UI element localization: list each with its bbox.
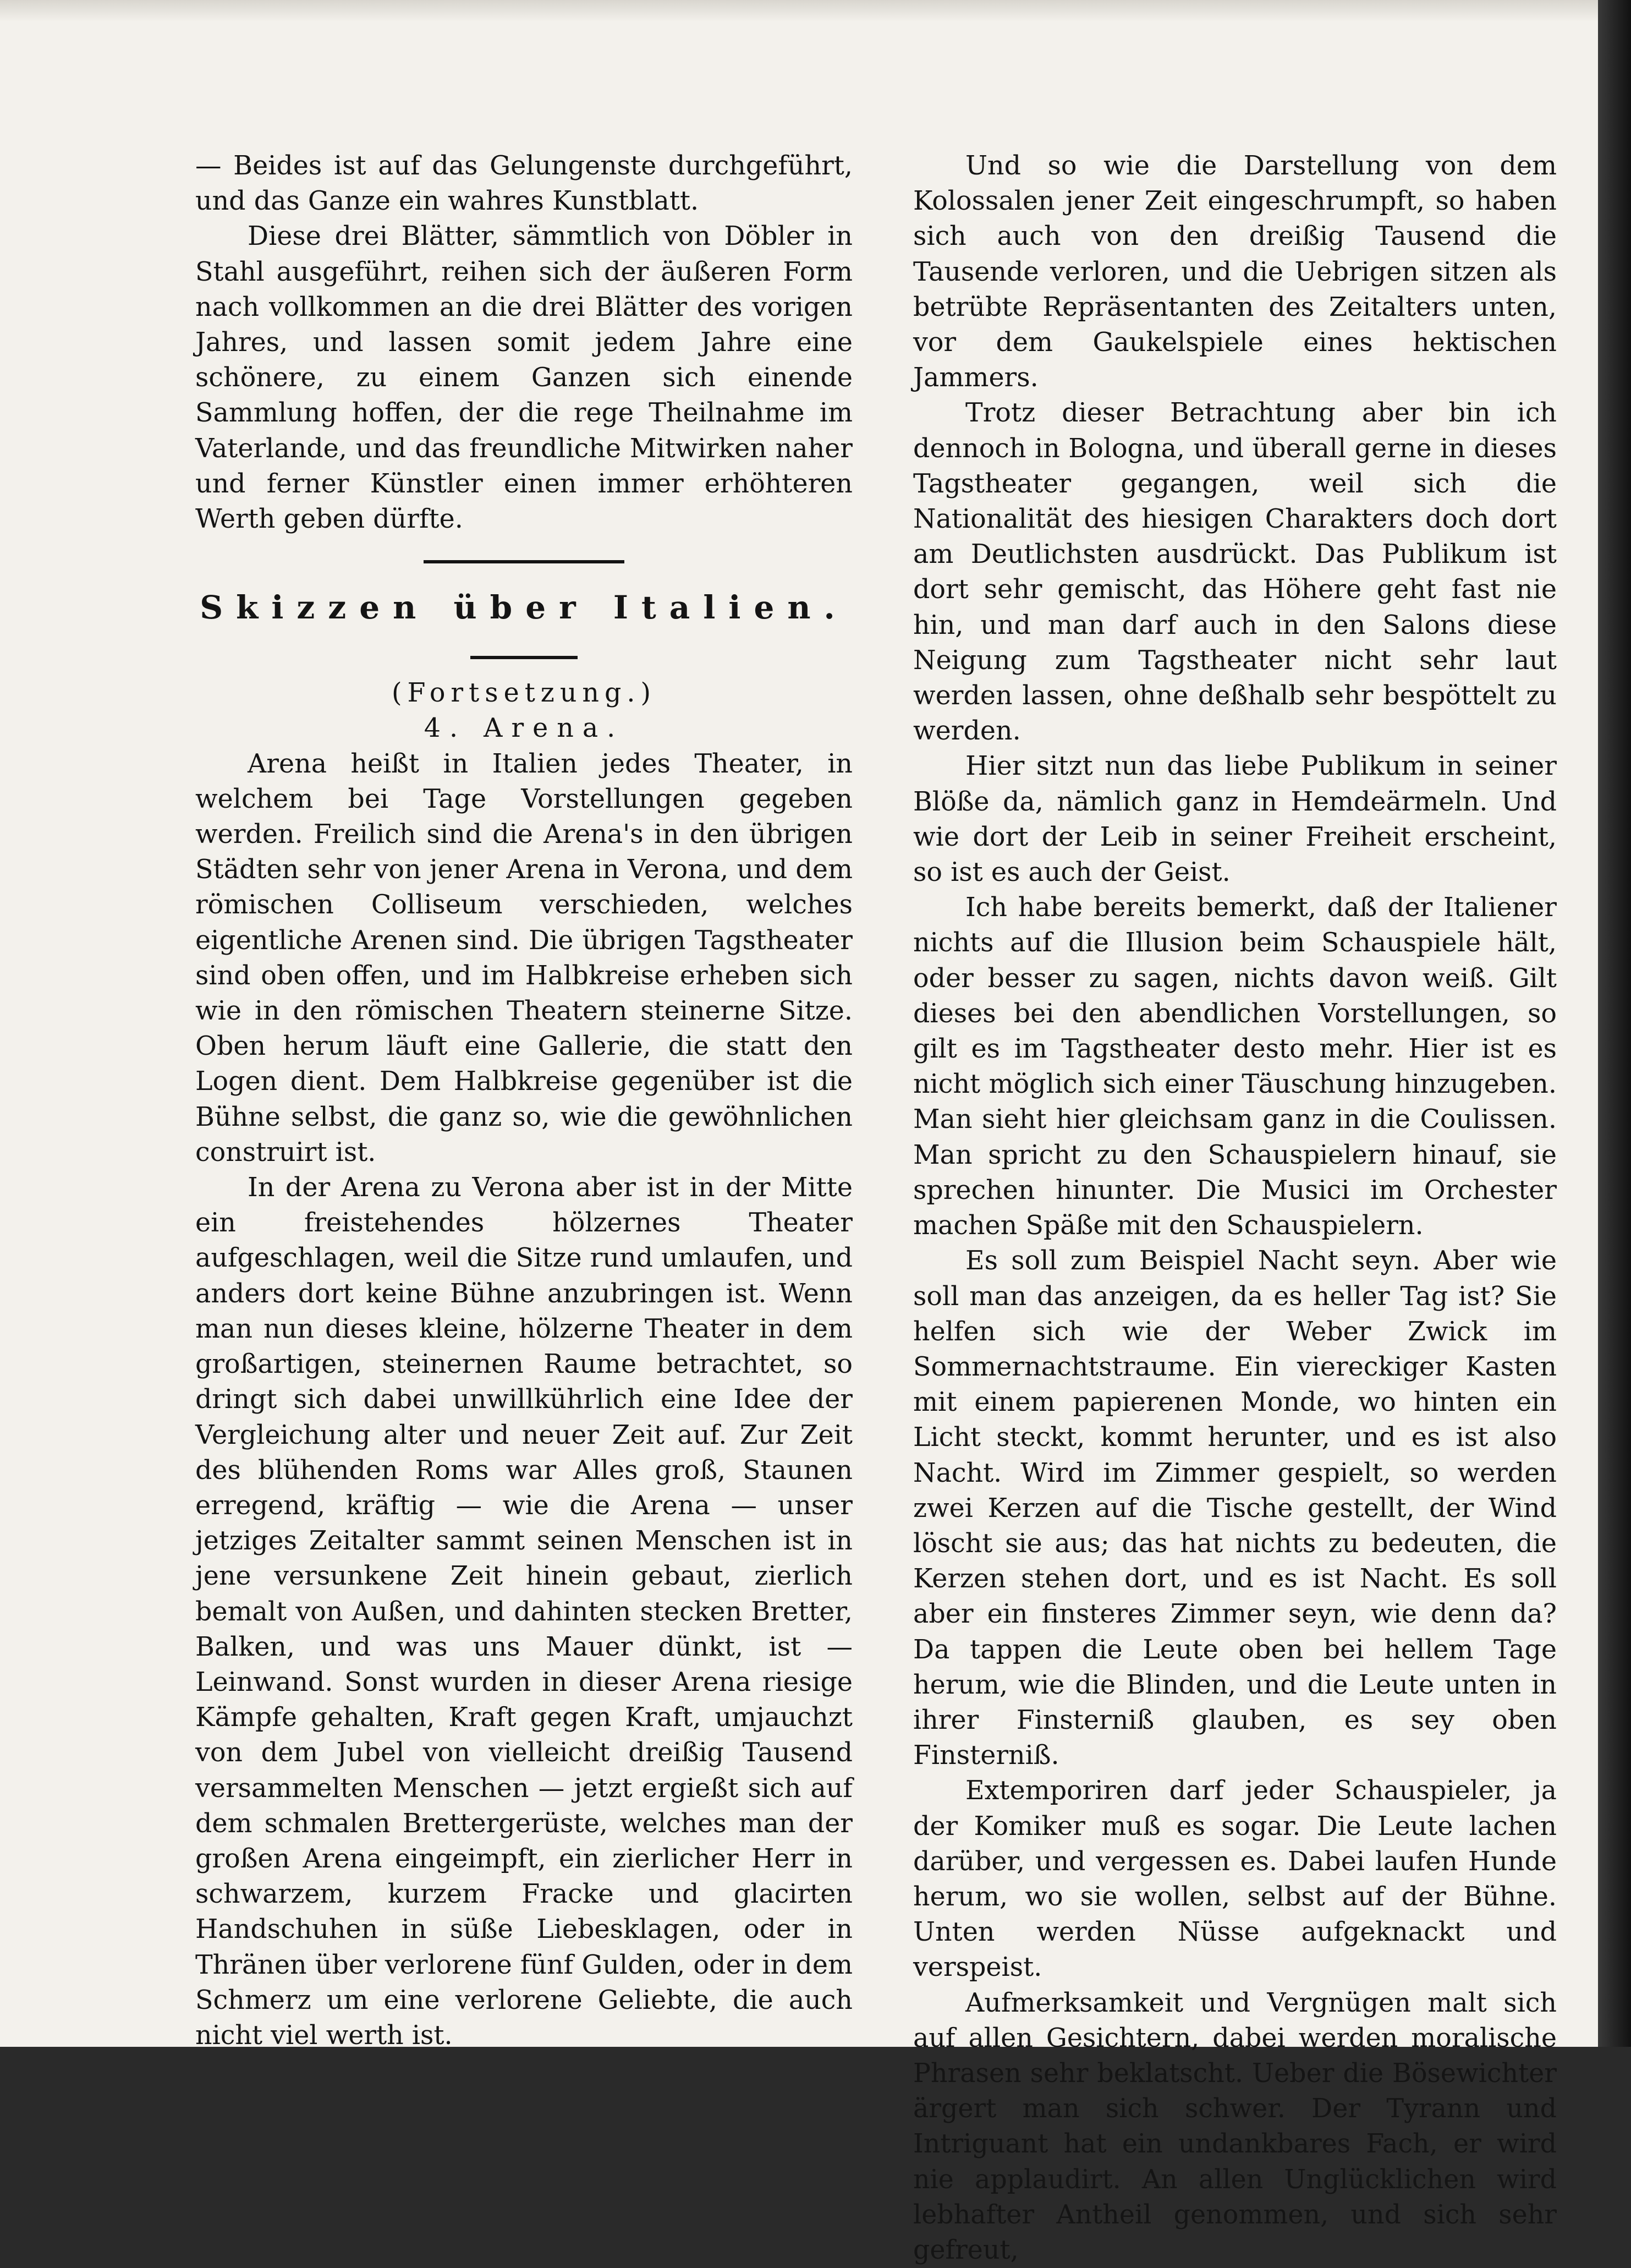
section-divider-long [424,560,624,563]
right-paragraph-6: Extemporiren darf jeder Schauspieler, ja der Komiker muß es sogar. Die Leute lachen darüber, und vergessen es. Dabei laufen Hunde herum, wo sie wollen, selbst auf der Bühne. Unten werden Nüsse aufgeknackt und verspeist. [913,1776,1557,1983]
intro-paragraph-1: — Beides ist auf das Gelungenste durchgeführt, und das Ganze ein wahres Kunstblatt. [195,151,853,217]
right-paragraph-5: Es soll zum Beispiel Nacht seyn. Aber wie soll man das anzeigen, da es heller Tag ist? Sie helfen sich wie der Weber Zwick im Sommernachtstraume. Ein viereckiger Kasten mit einem papierenen Monde, wo hinten ein Licht steckt, kommt herunter, und es ist also Nacht. Wird im Zimmer gespielt, so werden zwei Kerzen auf die Tische gestellt, der Wind löscht sie aus; das hat nichts zu bedeuten, die Kerzen stehen dort, und es ist Nacht. Es soll aber ein finsteres Zimmer seyn, wie denn da? Da tappen die Leute oben bei hellem Tage herum, wie die Blinden, und die Leute unten in ihrer Finsterniß glauben, es sey oben Finsterniß. [913,1246,1557,1771]
right-column [913,149,1557,2268]
right-paragraph-3: Hier sitzt nun das liebe Publikum in seiner Blöße da, nämlich ganz in Hemdeärmeln. Und wie dort der Leib in seiner Freiheit erscheint, so ist es auch der Geist. [913,751,1557,888]
right-paragraph-2: Trotz dieser Betrachtung aber bin ich dennoch in Bologna, und überall gerne in dieses Tagstheater gegangen, weil sich die Nationalität des hiesigen Charakters doch dort am Deutlichsten ausdrückt. Das Publikum ist dort sehr gemischt, das Höhere geht fast nie hin, und man darf auch in den Salons diese Neigung zum Tagstheater nicht sehr laut werden lassen, ohne deßhalb sehr bespöttelt zu werden. [913,398,1557,747]
scan-dark-edge [1598,0,1631,2047]
section-divider-short [470,656,578,659]
right-paragraph-1: Und so wie die Darstellung von dem Kolossalen jener Zeit eingeschrumpft, so haben sich auch von den dreißig Tausend die Tausende verloren, und die Uebrigen sitzen als betrübte Repräsentanten des Zeitalters unten, vor dem Gaukelspiele eines hektischen Jammers. [913,151,1557,393]
section-heading: 4. Arena. [424,713,624,744]
intro-paragraph-2: Diese drei Blätter, sämmtlich von Döbler in Stahl ausgeführt, reihen sich der äußeren Form nach vollkommen an die drei Blätter des vorigen Jahres, und lassen somit jedem Jahre eine schönere, zu einem Ganzen sich einende Sammlung hoffen, der die rege Theilnahme im Vaterlande, und das freundliche Mitwirken naher und ferner Künstler einen immer erhöhteren Werth geben dürfte. [195,221,853,535]
page-top-shadow [0,0,1598,22]
left-column [195,149,853,2053]
continuation-note: (Fortsetzung.) [391,678,657,709]
right-paragraph-4: Ich habe bereits bemerkt, daß der Italiener nichts auf die Illusion beim Schauspiele hält, oder besser zu sagen, nichts davon weiß. Gilt dieses bei den abendlichen Vorstellungen, so gilt es im Tagstheater desto mehr. Hier ist es nicht möglich sich einer Täuschung hinzugeben. Man sieht hier gleichsam ganz in die Coulissen. Man spricht zu den Schauspielern hinauf, sie sprechen hinunter. Die Musici im Orchester machen Späße mit den Schauspielern. [913,892,1557,1241]
right-paragraph-7: Aufmerksamkeit und Vergnügen malt sich auf allen Gesichtern, dabei werden moralische Phrasen sehr beklatscht. Ueber die Bösewichter ärgert man sich schwer. Der Tyrann und Intriguant hat ein undankbares Fach, er wird nie applaudirt. An allen Unglücklichen wird lebhafter Antheil genommen, und sich sehr gefreut, [913,1987,1557,2265]
body-paragraph-2: In der Arena zu Verona aber ist in der Mitte ein freistehendes hölzernes Theater aufgeschlagen, weil die Sitze rund umlaufen, und anders dort keine Bühne anzubringen ist. Wenn man nun dieses kleine, hölzerne Theater in dem großartigen, steinernen Raume betrachtet, so dringt sich dabei unwillkührlich eine Idee der Vergleichung alter und neuer Zeit auf. Zur Zeit des blühenden Roms war Alles groß, Staunen erregend, kräftig — wie die Arena — unser jetziges Zeitalter sammt seinen Menschen ist in jene versunkene Zeit hinein gebaut, zierlich bemalt von Außen, und dahinten stecken Bretter, Balken, und was uns Mauer dünkt, ist — Leinwand. Sonst wurden in dieser Arena riesige Kämpfe gehalten, Kraft gegen Kraft, umjauchzt von dem Jubel von vielleicht dreißig Tausend versammelten Menschen — jetzt ergießt sich auf dem schmalen Brettergerüste, welches man der großen Arena eingeimpft, ein zierlicher Herr in schwarzem, kurzem Fracke und glacirten Handschuhen in süße Liebesklagen, oder in Thränen über verlorene fünf Gulden, oder in dem Schmerz um eine verlorene Geliebte, die auch nicht viel werth ist. [195,1173,853,2051]
article-title: Skizzen über Italien. [200,589,848,627]
body-paragraph-1: Arena heißt in Italien jedes Theater, in welchem bei Tage Vorstellungen gegeben werden. Freilich sind die Arena's in den übrigen Städten sehr von jener Arena in Verona, und dem römischen Colliseum verschieden, welches eigentliche Arenen sind. Die übrigen Tagstheater sind oben offen, und im Halbkreise erheben sich wie in den römischen Theatern steinerne Sitze. Oben herum läuft eine Gallerie, die statt den Logen dient. Dem Halbkreise gegenüber ist die Bühne selbst, die ganz so, wie die gewöhnlichen construirt ist. [195,748,853,1168]
